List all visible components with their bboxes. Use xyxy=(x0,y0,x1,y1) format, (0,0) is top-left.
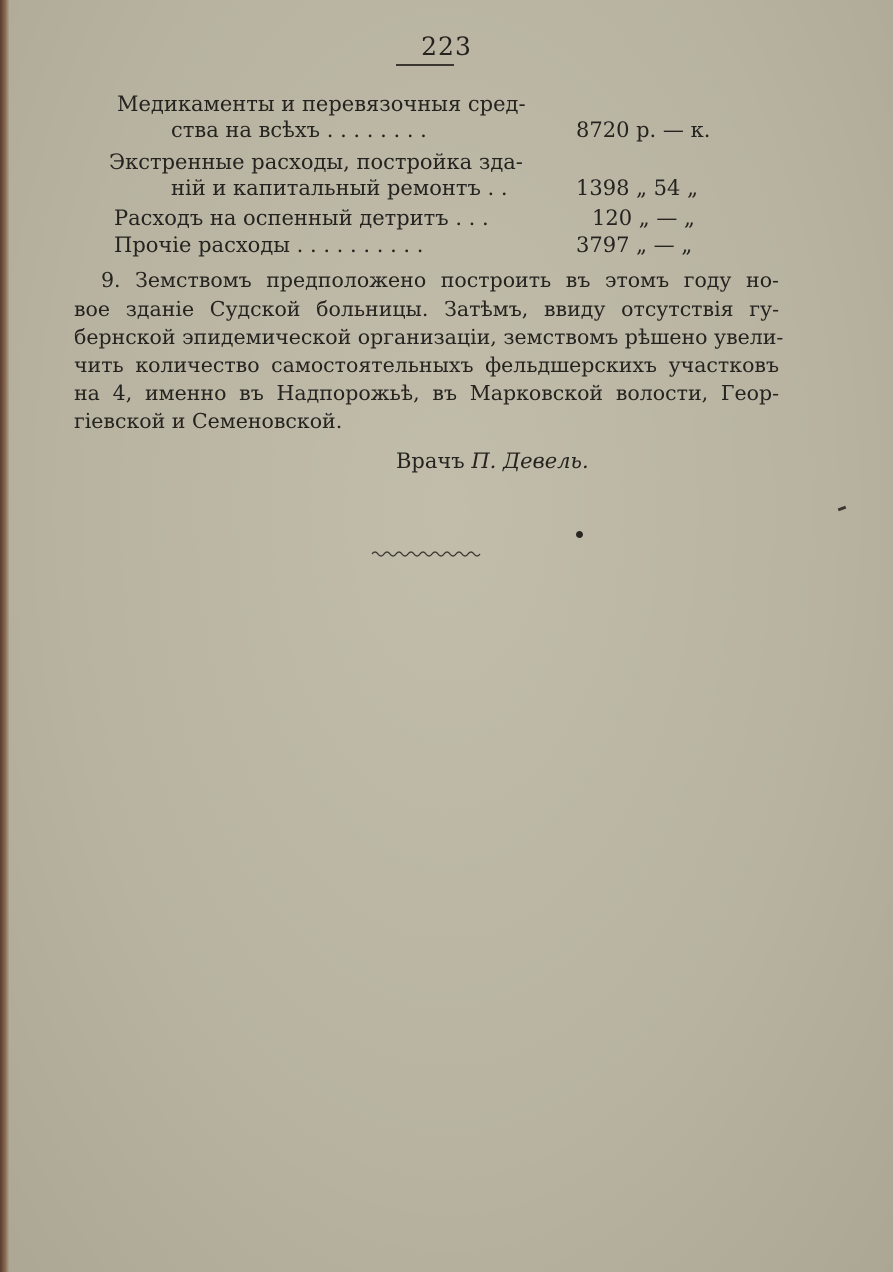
expense-4-amount: 3797 „ — „ xyxy=(576,233,693,257)
ink-dot xyxy=(576,531,583,538)
expense-3-amount: 120 „ — „ xyxy=(592,206,695,230)
end-ornament-squiggle xyxy=(370,548,482,560)
expense-4-line1: Прочіе расходы . . . . . . . . . . xyxy=(114,233,424,257)
expense-2-line2: ній и капитальный ремонтъ . . xyxy=(171,176,508,200)
paragraph-line-3: бернской эпидемической организаціи, земствомъ рѣшено увели- xyxy=(74,325,784,349)
paragraph-line-2: вое зданіе Судской больницы. Затѣмъ, ввиду отсутствія гу- xyxy=(74,297,779,321)
page-binding-edge xyxy=(0,0,9,1272)
paragraph-line-4: чить количество самостоятельныхъ фельдшерскихъ участковъ xyxy=(74,353,779,377)
expense-3-line1: Расходъ на оспенный детритъ . . . xyxy=(114,206,489,230)
signature-title: Врачъ xyxy=(396,449,465,473)
paragraph-line-5: на 4, именно въ Надпорожьѣ, въ Марковской волости, Геор- xyxy=(74,381,779,405)
expense-1-line1: Медикаменты и перевязочныя сред- xyxy=(117,92,526,116)
expense-2-amount: 1398 „ 54 „ xyxy=(576,176,698,200)
signature-name: П. Девель. xyxy=(471,449,589,473)
paragraph-line-6: гіевской и Семеновской. xyxy=(74,409,343,433)
expense-1-line2: ства на всѣхъ . . . . . . . . xyxy=(171,118,427,142)
signature xyxy=(396,449,589,473)
margin-mark xyxy=(838,506,847,512)
expense-2-line1: Экстренные расходы, постройка зда- xyxy=(109,150,523,174)
paragraph-line-1: 9. Земствомъ предположено построить въ этомъ году но- xyxy=(101,268,779,292)
page-number: 223 xyxy=(421,32,472,61)
expense-1-amount: 8720 р. — к. xyxy=(576,118,711,142)
page-number-underline xyxy=(396,64,454,66)
